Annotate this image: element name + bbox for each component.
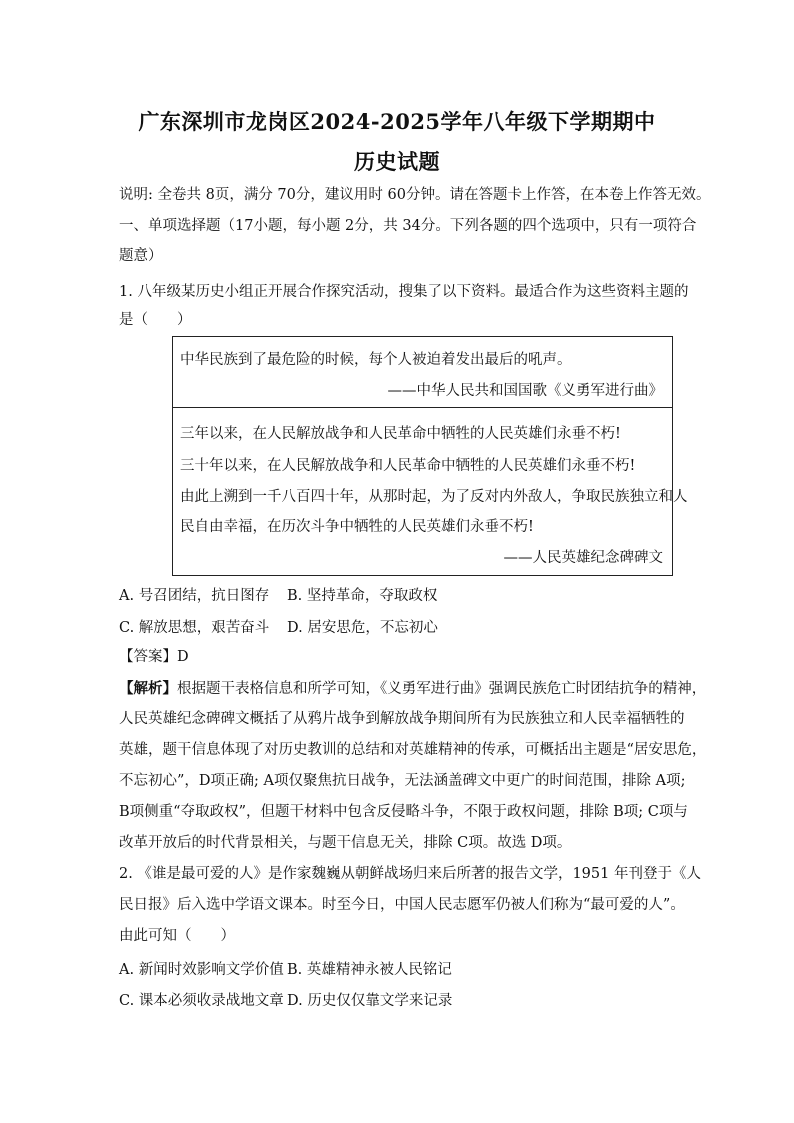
q2-option-a[interactable]: A. 新闻时效影响文学价值 xyxy=(119,962,284,978)
q2-stem: 2. 《谁是最可爱的人》是作家魏巍从朝鲜战场归来后所著的报告文学，1951 年刊登于《人 xyxy=(119,866,701,882)
inscription-line: 三年以来，在人民解放战争和人民革命中牺牲的人民英雄们永垂不朽! xyxy=(180,426,621,442)
q1-analysis-line: 英雄，题干信息体现了对历史教训的总结和对英雄精神的传承，可概括出主题是“居安思危， xyxy=(119,742,707,758)
q1-analysis-line: B项侧重“夺取政权”，但题干材料中包含反侵略斗争，不限于政权问题，排除 B项; C项与 xyxy=(119,804,688,820)
anthem-source: ——中华人民共和国国歌《义勇军进行曲》 xyxy=(387,383,663,399)
q1-material-table xyxy=(172,336,688,576)
inscription-source: ——人民英雄纪念碑碑文 xyxy=(503,550,663,566)
q1-stem: 1. 八年级某历史小组正开展合作探究活动，搜集了以下资料。最适合作为这些资料主题的 xyxy=(119,284,689,300)
q1-option-a[interactable]: A. 号召团结，抗日图存 xyxy=(119,588,270,604)
q2-stem-cont: 民日报》后入选中学语文课本。时至今日，中国人民志愿军仍被人们称为“最可爱的人”。 xyxy=(119,897,685,913)
q1-option-c[interactable]: C. 解放思想，艰苦奋斗 xyxy=(119,620,270,636)
q1-stem-cont: 是（ ） xyxy=(119,312,192,328)
q2-option-b[interactable]: B. 英雄精神永被人民铭记 xyxy=(287,962,452,978)
q1-analysis xyxy=(119,679,707,699)
inscription-line: 民自由幸福，在历次斗争中牺牲的人民英雄们永垂不朽! xyxy=(180,519,534,535)
q1-option-d[interactable]: D. 居安思危，不忘初心 xyxy=(287,620,438,636)
analysis-tag: 【解析】 xyxy=(119,680,177,697)
anthem-quote: 中华民族到了最危险的时候，每个人被迫着发出最后的吼声。 xyxy=(180,352,572,368)
q1-analysis-line: 人民英雄纪念碑碑文概括了从鸦片战争到解放战争期间所有为民族独立和人民幸福牺牲的 xyxy=(119,711,685,727)
page-subtitle: 历史试题 xyxy=(354,149,440,174)
q2-option-c[interactable]: C. 课本必须收录战地文章 xyxy=(119,993,284,1009)
page-title: 广东深圳市龙岗区2024-2025学年八年级下学期期中 xyxy=(138,109,656,134)
inscription-line: 由此上溯到一千八百四十年，从那时起，为了反对内外敌人，争取民族独立和人 xyxy=(180,489,688,505)
q1-analysis-line: 不忘初心”，D项正确; A项仅聚焦抗日战争，无法涵盖碑文中更广的时间范围，排除 A项; xyxy=(119,773,686,789)
section-heading: 一、单项选择题（17小题，每小题 2分，共 34分。下列各题的四个选项中，只有一项符合 xyxy=(119,218,697,234)
inscription-line: 三十年以来，在人民解放战争和人民革命中牺牲的人民英雄们永垂不朽! xyxy=(180,458,636,474)
exam-instructions: 说明: 全卷共 8页，满分 70分，建议用时 60分钟。请在答题卡上作答，在本卷上作答无效。 xyxy=(119,187,711,203)
q1-analysis-line: 改革开放后的时代背景相关，与题干信息无关，排除 C项。故选 D项。 xyxy=(119,835,572,851)
analysis-text: 根据题干表格信息和所学可知，《义勇军进行曲》强调民族危亡时团结抗争的精神， xyxy=(177,681,707,697)
section-heading-cont: 题意） xyxy=(119,248,163,264)
q2-stem-cont: 由此可知（ ） xyxy=(119,928,235,944)
q1-option-b[interactable]: B. 坚持革命，夺取政权 xyxy=(287,588,438,604)
q2-option-d[interactable]: D. 历史仅仅靠文学来记录 xyxy=(287,993,453,1009)
table-divider xyxy=(173,407,672,408)
q1-answer: 【答案】D xyxy=(119,649,189,665)
